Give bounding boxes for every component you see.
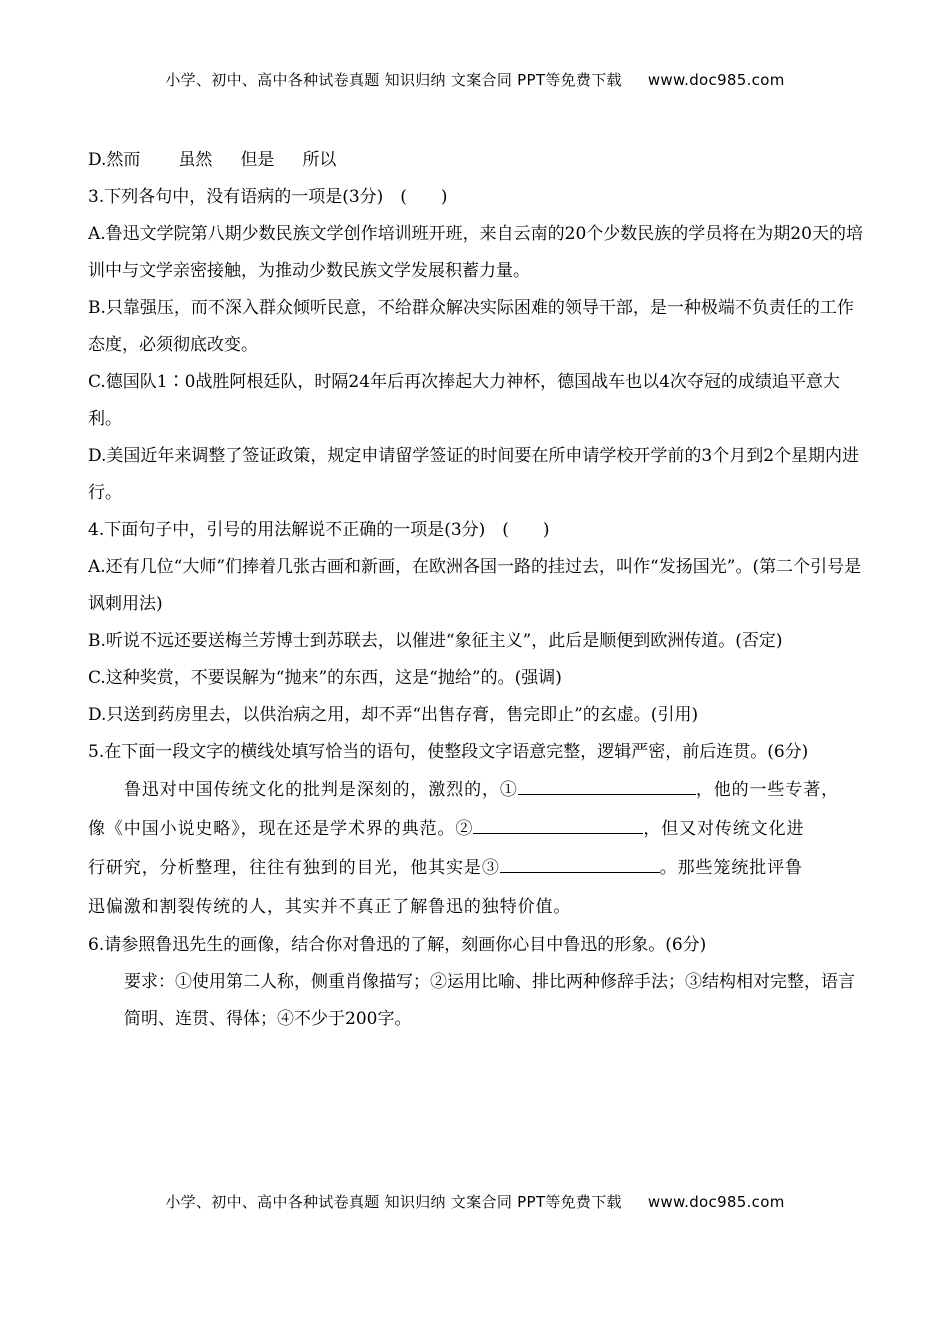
header-url[interactable]: www.doc985.com (647, 71, 785, 89)
option-c: C.这种奖赏，不要误解为“抛来”的东西，这是“抛给”的。(强调) (88, 668, 562, 688)
question-5 (88, 734, 868, 927)
passage-text: ，但又对传统文化进 (643, 819, 805, 839)
blank-2[interactable] (473, 811, 643, 834)
option-a: A.还有几位“大师”们捧着几张古画和新画，在欧洲各国一路的挂过去，叫作“发扬国光”。(第二个引号是讽刺用法) (88, 557, 862, 614)
passage-text: 鲁迅对中国传统文化的批判是深刻的，激烈的， (124, 780, 500, 800)
q2-option-d-word: 虽然 (178, 150, 213, 170)
question-stem: 6.请参照鲁迅先生的画像，结合你对鲁迅的了解，刻画你心目中鲁迅的形象。(6分) (88, 935, 707, 955)
question-stem: 3.下列各句中，没有语病的一项是(3分) ( ) (88, 187, 448, 207)
question-5-passage (88, 771, 868, 927)
option-a: A.鲁迅文学院第八期少数民族文学创作培训班开班，来自云南的20个少数民族的学员将在为期20天的培训中与文学亲密接触，为推动少数民族文学发展积蓄力量。 (88, 224, 863, 281)
footer-url[interactable]: www.doc985.com (647, 1193, 785, 1211)
exam-content (88, 142, 868, 1038)
option-b: B.听说不远还要送梅兰芳博士到苏联去，以催进“象征主义”，此后是顺便到欧洲传道。(否定) (88, 631, 783, 651)
page-footer (0, 1191, 950, 1212)
passage-text: 行研究，分析整理，往往有独到的目光，他其实是 (88, 858, 482, 878)
passage-text: 。那些笼统批评鲁 (659, 858, 803, 878)
q2-option-d-label: D.然而 (88, 150, 141, 170)
question-6-requirement: 要求：①使用第二人称，侧重肖像描写；②运用比喻、排比两种修辞手法；③结构相对完整，语言简明、连贯、得体；④不少于200字。 (124, 972, 855, 1029)
question-stem: 5.在下面一段文字的横线处填写恰当的语句，使整段文字语意完整，逻辑严密，前后连贯。(6分) (88, 742, 809, 762)
option-c: C.德国队1∶0战胜阿根廷队，时隔24年后再次捧起大力神杯，德国战车也以4次夺冠的成绩追平意大利。 (88, 372, 840, 429)
passage-text: ，他的一些专著， (695, 780, 840, 800)
option-d: D.美国近年来调整了签证政策，规定申请留学签证的时间要在所申请学校开学前的3个月到2个星期内进行。 (88, 446, 860, 503)
blank-1[interactable] (518, 772, 696, 795)
blank-3[interactable] (500, 850, 660, 873)
q2-option-d-word: 所以 (302, 150, 337, 170)
question-4 (88, 512, 868, 734)
footer-text: 小学、初中、高中各种试卷真题 知识归纳 文案合同 PPT等免费下载 (165, 1193, 622, 1211)
blank-marker: ① (499, 780, 518, 800)
option-d: D.只送到药房里去，以供治病之用，却不弄“出售存膏，售完即止”的玄虚。(引用) (88, 705, 699, 725)
header-text: 小学、初中、高中各种试卷真题 知识归纳 文案合同 PPT等免费下载 (165, 71, 622, 89)
option-b: B.只靠强压，而不深入群众倾听民意，不给群众解决实际困难的领导干部，是一种极端不负责任的工作态度，必须彻底改变。 (88, 298, 854, 355)
question-3 (88, 179, 868, 512)
passage-text: 迅偏激和割裂传统的人，其实并不真正了解鲁迅的独特价值。 (88, 897, 572, 917)
passage-text: 像《中国小说史略》，现在还是学术界的典范。 (88, 819, 456, 839)
q2-option-d (88, 142, 868, 179)
question-stem: 4.下面句子中，引号的用法解说不正确的一项是(3分) ( ) (88, 520, 550, 540)
blank-marker: ③ (481, 858, 500, 878)
question-6 (88, 927, 868, 1038)
q2-option-d-word: 但是 (240, 150, 275, 170)
page-header (0, 69, 950, 90)
blank-marker: ② (455, 819, 474, 839)
